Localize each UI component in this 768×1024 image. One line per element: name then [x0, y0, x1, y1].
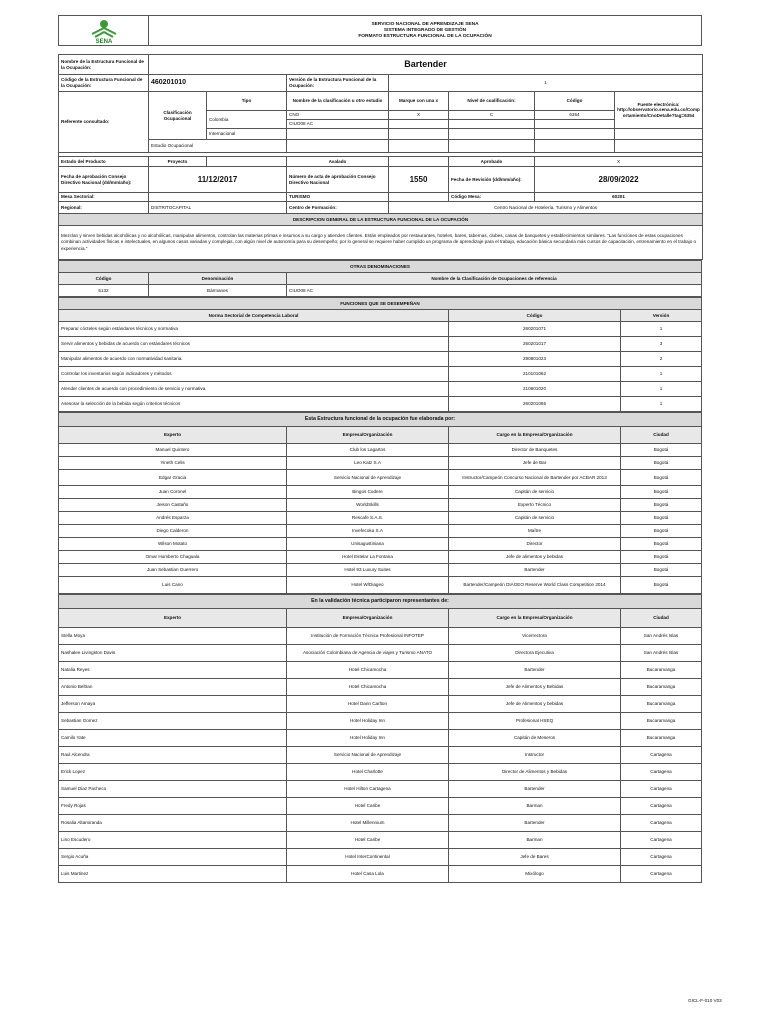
otras-h-ref: Nombre de la Clasificación de Ocupaciones de referencia	[287, 273, 702, 285]
cargo-cell: Barman	[449, 832, 621, 849]
fecha-rev-label: Fecha de Revisión (dd/mm/año):	[449, 167, 535, 193]
table-row	[59, 397, 702, 412]
table-row	[59, 696, 702, 713]
ciudad-cell: Cartagena	[621, 832, 702, 849]
table-row	[59, 781, 702, 798]
funciones-title: FUNCIONES QUE SE DESEMPEÑAN	[59, 298, 702, 310]
codigo-value: 460201010	[149, 75, 287, 92]
experto-cell: Rosalia Altamiranda	[59, 815, 287, 832]
codigo-mesa-value: 60201	[535, 193, 703, 202]
cargo-cell: Director de Alimentos y Bebidas	[449, 764, 621, 781]
acta-value: 1550	[389, 167, 449, 193]
internacional-label: Internacional	[207, 129, 287, 140]
codigo-cell: 260201071	[449, 322, 621, 337]
experto-cell: Omar Humberto Chaguala	[59, 551, 287, 564]
codigo-cell: 210101062	[449, 367, 621, 382]
cargo-cell: Instructor/Campeón Concurso Nacional de Bartender por ACBAR 2013	[449, 470, 621, 486]
centro-value: Centro Nacional de Hotelería, Turismo y Alimentos	[389, 202, 703, 214]
ciudad-cell: Cartagena	[621, 815, 702, 832]
ciudad-cell: Bogotá	[621, 538, 702, 551]
empresa-cell: Servicio Nacional de Aprendizaje	[287, 470, 449, 486]
table-row	[59, 285, 702, 297]
cargo-cell: Bartender/Campeón DIAGEO Reserve World Class Competition 2014	[449, 577, 621, 594]
cargo-cell: Jefe de alimentos y bebidas	[449, 551, 621, 564]
experto-cell: Stella Moya	[59, 628, 287, 645]
codigo-col-label: Código	[535, 92, 615, 111]
fecha-rev-value: 28/09/2022	[535, 167, 703, 193]
experto-cell: Antonio Beltran	[59, 679, 287, 696]
table-row	[59, 747, 702, 764]
ciudad-cell: Bucaramanga	[621, 696, 702, 713]
cargo-cell: Mixólogo	[449, 866, 621, 883]
clasificacion-label: Clasificación Ocupacional	[149, 92, 207, 140]
colombia-label: Colombia	[207, 111, 287, 129]
experto-cell: Natalia Reyes	[59, 662, 287, 679]
aprobado-label: Aprobado	[449, 157, 535, 167]
experto-cell: Jefferson Amaya	[59, 696, 287, 713]
empresa-cell: Club los Lagartos	[287, 444, 449, 457]
table-row	[59, 367, 702, 382]
ciudad-cell: Bucaramanga	[621, 662, 702, 679]
experto-cell: Raul Alcendra	[59, 747, 287, 764]
cargo-cell: Maître	[449, 525, 621, 538]
experto-cell: Diego Calderon	[59, 525, 287, 538]
ciuo-label: CIUO08 AC	[287, 120, 389, 129]
regional-value: DISTRITOCAPITAL	[149, 202, 287, 214]
tipo-label: Tipo	[207, 92, 287, 111]
fuente-link[interactable]: http://observatorio.sena.edu.co/Comportamiento/CnoDetalle?tag=6354	[617, 107, 700, 118]
ciudad-cell: Cartagena	[621, 781, 702, 798]
cno-mark: X	[389, 111, 449, 120]
table-row	[59, 798, 702, 815]
table-row	[59, 551, 702, 564]
experto-cell: Erick Lopez	[59, 764, 287, 781]
experto-cell: Luis Martinez	[59, 866, 287, 883]
ciudad-cell: Bogotá	[621, 499, 702, 512]
validacion-title: En la validación técnica participaron representantes de:	[59, 595, 702, 609]
table-row	[59, 679, 702, 696]
empresa-cell: Hotel Caribe	[287, 798, 449, 815]
empresa-cell: Hotel Dann Carlton	[287, 696, 449, 713]
table-row	[59, 713, 702, 730]
estudio-label: Estudio Ocupacional	[149, 140, 287, 153]
cno-codigo: 6354	[535, 111, 615, 120]
table-row	[59, 525, 702, 538]
experto-cell: Yineth Celis	[59, 457, 287, 470]
ciudad-cell: Cartagena	[621, 747, 702, 764]
cargo-cell: Bartender	[449, 815, 621, 832]
norma-cell: Atender clientes de acuerdo con procedimiento de servicio y normativa.	[59, 382, 449, 397]
otras-h-codigo: Código	[59, 273, 149, 285]
table-row	[59, 352, 702, 367]
codigo-cell: 260201017	[449, 337, 621, 352]
codigo-cell: 210601020	[449, 382, 621, 397]
cargo-cell: Jefe de Alimentos y bebidas	[449, 696, 621, 713]
empresa-cell: Hotel Chicamocha	[287, 662, 449, 679]
table-row	[59, 382, 702, 397]
header-line-1: SERVICIO NACIONAL DE APRENDIZAJE SENA	[371, 21, 479, 27]
otras-title: OTRAS DENOMINACIONES	[59, 261, 702, 273]
ciudad-cell: Bucaramanga	[621, 679, 702, 696]
validacion-h-empresa: Empresa/Organización	[287, 609, 449, 628]
fuente-label: Fuente electrónica:	[637, 101, 680, 107]
empresa-cell: Servicio Nacional de Aprendizaje	[287, 747, 449, 764]
table-row	[59, 564, 702, 577]
experto-cell: Samuel Diaz Pacheco	[59, 781, 287, 798]
aprobado-mark: X	[535, 157, 703, 167]
norma-cell: Manipular alimentos de acuerdo con normatividad sanitaria.	[59, 352, 449, 367]
empresa-cell: Unisagustiniana	[287, 538, 449, 551]
version-cell: 3	[621, 337, 702, 352]
svg-text:SENA: SENA	[95, 38, 112, 44]
experto-cell: Sebastian Gomez	[59, 713, 287, 730]
referente-label: Referente consultado:	[59, 92, 149, 153]
otras-denom: Bármanes	[149, 285, 287, 297]
version-cell: 1	[621, 322, 702, 337]
estado-label: Estado del Producto	[59, 157, 149, 167]
nombre-value: Bartender	[149, 55, 703, 75]
nivel-label: Nivel de cualificación:	[449, 92, 535, 111]
cargo-cell: Jefe de Bares	[449, 849, 621, 866]
funciones-table	[58, 297, 702, 412]
table-row	[59, 849, 702, 866]
empresa-cell: Hotel Holiday Inn	[287, 713, 449, 730]
version-cell: 1	[621, 397, 702, 412]
marque-label: Marque con una x	[389, 92, 449, 111]
experto-cell: Manuel Quintero	[59, 444, 287, 457]
table-row	[59, 499, 702, 512]
empresa-cell: Hotel Casa Lola	[287, 866, 449, 883]
table-row	[59, 444, 702, 457]
table-row	[59, 486, 702, 499]
codigo-label: Código de la Estructura Funcional de la Ocupación:	[59, 75, 149, 92]
nombre-clasif-label: Nombre de la clasificación u otro estudio	[287, 92, 389, 111]
ciudad-cell: Bogotá	[621, 525, 702, 538]
empresa-cell: Bingos Codere	[287, 486, 449, 499]
cargo-cell: Profesional HSEQ	[449, 713, 621, 730]
experto-cell: Lino Escudero	[59, 832, 287, 849]
empresa-cell: Leo Katz S.A	[287, 457, 449, 470]
elaborada-h-cargo: Cargo en la Empresa/Organización	[449, 427, 621, 444]
experto-cell: Luis Cano	[59, 577, 287, 594]
empresa-cell: Hotel Caribe	[287, 832, 449, 849]
otras-denominaciones-table	[58, 260, 702, 297]
table-row	[59, 832, 702, 849]
table-row	[59, 457, 702, 470]
general-info-table	[58, 54, 703, 260]
experto-cell: Jeison Castaño	[59, 499, 287, 512]
codigo-cell: 290801023	[449, 352, 621, 367]
table-row	[59, 337, 702, 352]
table-row	[59, 662, 702, 679]
cargo-cell: Instructor	[449, 747, 621, 764]
empresa-cell: Institución de Formación Técnica Profesional INFOTEP	[287, 628, 449, 645]
funciones-h-codigo: Código	[449, 310, 621, 322]
avalado-label: Avalado	[287, 157, 389, 167]
ciudad-cell: San Andrés Islas	[621, 645, 702, 662]
cargo-cell: Bartender	[449, 781, 621, 798]
empresa-cell: Hotel Estelar La Fontana	[287, 551, 449, 564]
mesa-value: TURISMO	[287, 193, 389, 202]
ciudad-cell: Bucaramanga	[621, 730, 702, 747]
ciudad-cell: Bogotá	[621, 470, 702, 486]
ciudad-cell: Bogotá	[621, 577, 702, 594]
cargo-cell: Capitán de Meseros	[449, 730, 621, 747]
empresa-cell: Hotel W/Diageo	[287, 577, 449, 594]
sena-logo	[59, 16, 149, 46]
table-row	[59, 538, 702, 551]
ciudad-cell: San Andrés Islas	[621, 628, 702, 645]
ciudad-cell: Cartagena	[621, 866, 702, 883]
cargo-cell: Director	[449, 538, 621, 551]
experto-cell: Sergio Acuña	[59, 849, 287, 866]
table-row	[59, 628, 702, 645]
empresa-cell: Hotel InterContinental	[287, 849, 449, 866]
sena-logo-icon	[84, 18, 124, 44]
elaborada-h-empresa: Empresa/Organización	[287, 427, 449, 444]
ciudad-cell: Bogotá	[621, 444, 702, 457]
empresa-cell: Hotel Hilton Cartagena	[287, 781, 449, 798]
otras-h-denom: Denominación	[149, 273, 287, 285]
nombre-label: Nombre de la Estructura Funcional de la Ocupación:	[59, 55, 149, 75]
codigo-mesa-label: Código Mesa:	[449, 193, 535, 202]
table-row	[59, 470, 702, 486]
table-row	[59, 730, 702, 747]
norma-cell: Controlar los inventarios según indicadores y métodos	[59, 367, 449, 382]
version-cell: 2	[621, 352, 702, 367]
codigo-cell: 260201065	[449, 397, 621, 412]
funciones-h-norma: Norma Sectorial de Competencia Laboral	[59, 310, 449, 322]
cargo-cell: Bartender	[449, 564, 621, 577]
table-row	[59, 577, 702, 594]
empresa-cell: Hotel Millennium	[287, 815, 449, 832]
empresa-cell: Hotel Holiday Inn	[287, 730, 449, 747]
empresa-cell: Asociación Colombiana de Agencia de viajes y Turismo ANATO	[287, 645, 449, 662]
empresa-cell: Hotel Charlotte	[287, 764, 449, 781]
proyecto-label: Proyecto	[149, 157, 207, 167]
document-page	[58, 15, 702, 883]
fecha-aprob-value: 11/12/2017	[149, 167, 287, 193]
empresa-cell: Invefecoka S.A	[287, 525, 449, 538]
header-line-3: FORMATO ESTRUCTURA FUNCIONAL DE LA OCUPACIÓN	[358, 33, 492, 39]
experto-cell: Fredy Rojas	[59, 798, 287, 815]
cargo-cell: Bartender	[449, 662, 621, 679]
experto-cell: Edgar Gracia	[59, 470, 287, 486]
empresa-cell: Hotel 93 Luxury Suites	[287, 564, 449, 577]
table-row	[59, 815, 702, 832]
otras-codigo: 5132	[59, 285, 149, 297]
elaborada-table	[58, 412, 702, 594]
ciudad-cell: Bogotá	[621, 457, 702, 470]
document-header	[58, 15, 702, 46]
cargo-cell: Jefe de Bar	[449, 457, 621, 470]
ciudad-cell: Cartagena	[621, 849, 702, 866]
regional-label: Regional:	[59, 202, 149, 214]
empresa-cell: Hotel Chicamocha	[287, 679, 449, 696]
experto-cell: Juan Sebastian Guerrero	[59, 564, 287, 577]
cargo-cell: Barman	[449, 798, 621, 815]
ciudad-cell: Cartagena	[621, 798, 702, 815]
ciudad-cell: Bogotá	[621, 512, 702, 525]
cno-label: CNO	[287, 111, 389, 120]
cargo-cell: Experto Técnico	[449, 499, 621, 512]
cargo-cell: Capitán de servicio	[449, 486, 621, 499]
acta-label: Número de acta de aprobación Consejo Directivo Nacional	[287, 167, 389, 193]
table-row	[59, 645, 702, 662]
norma-cell: Asesorar la selección de la bebida según criterios técnicos	[59, 397, 449, 412]
descripcion-title: DESCRIPCION GENERAL DE LA ESTRUCTURA FUNCIONAL DE LA OCUPACIÓN	[59, 214, 703, 226]
experto-cell: Andrés Esparza	[59, 512, 287, 525]
validacion-h-experto: Experto	[59, 609, 287, 628]
otras-ref: CIUO08 AC	[287, 285, 702, 297]
fecha-aprob-label: Fecha de aprobación Consejo Directivo Nacional (dd/mm/año):	[59, 167, 149, 193]
header-line-2: SISTEMA INTEGRADO DE GESTIÓN	[383, 27, 467, 33]
ciudad-cell: Cartagena	[621, 764, 702, 781]
version-label: Versión de la Estructura Funcional de la Ocupación:	[287, 75, 389, 92]
version-cell: 1	[621, 367, 702, 382]
cargo-cell: Vicerrectora	[449, 628, 621, 645]
ciudad-cell: Bogotá	[621, 551, 702, 564]
cargo-cell: Director de Banquetes	[449, 444, 621, 457]
mesa-label: Mesa Sectorial:	[59, 193, 149, 202]
experto-cell: Wilson Motato	[59, 538, 287, 551]
table-row	[59, 322, 702, 337]
footer-code: GICL-F-010 V03	[688, 998, 722, 1003]
experto-cell: Juan Coronel	[59, 486, 287, 499]
ciudad-cell: Bogotá	[621, 486, 702, 499]
validacion-h-ciudad: Ciudad	[621, 609, 702, 628]
cargo-cell: Directora Ejecutiva	[449, 645, 621, 662]
experto-cell: Camilo Yate	[59, 730, 287, 747]
validacion-h-cargo: Cargo en la Empresa/Organización	[449, 609, 621, 628]
validacion-table	[58, 594, 702, 883]
version-cell: 1	[621, 382, 702, 397]
table-row	[59, 764, 702, 781]
ciudad-cell: Bogotá	[621, 564, 702, 577]
elaborada-h-ciudad: Ciudad	[621, 427, 702, 444]
elaborada-h-experto: Experto	[59, 427, 287, 444]
norma-cell: Servir alimentos y bebidas de acuerdo con estándares técnicos	[59, 337, 449, 352]
table-row	[59, 512, 702, 525]
cargo-cell: Jefe de Alimentos y Bebidas	[449, 679, 621, 696]
experto-cell: Nashalee Livingston Davis	[59, 645, 287, 662]
version-value: 1	[389, 75, 703, 92]
table-row	[59, 866, 702, 883]
cno-nivel: C	[449, 111, 535, 120]
ciudad-cell: Bucaramanga	[621, 713, 702, 730]
cargo-cell: Capitán de servicio	[449, 512, 621, 525]
elaborada-title: Esta Estructura funcional de la ocupación fue elaborada por:	[59, 413, 702, 427]
descripcion-text: Mezclan y sirven bebidas alcohólicas y no alcohólicas, manipulan alimentos, controlan las materias primas e insumos a su cargo y atienden clientes. Están empleados por restaurantes, hoteles, bares, tabernas, clubes, casas de banquetes y establecimientos similares. "Las funciones de estas ocupaciones combinan actividades físicas e intelectuales, en algunos casos variadas y complejas, con algún nivel de autonomía para su desempeño; por lo general se requiere haber cumplido un programa de aprendizaje para el trabajo, educación básica secundaria más cursos de capacitación, entrenamiento en el trabajo o experiencia."	[59, 226, 703, 260]
centro-label: Centro de Formación:	[287, 202, 389, 214]
empresa-cell: Rescafe S.A.S.	[287, 512, 449, 525]
empresa-cell: WorldSkills	[287, 499, 449, 512]
funciones-h-version: Versión	[621, 310, 702, 322]
norma-cell: Preparar cócteles según estándares técnicos y normativa	[59, 322, 449, 337]
